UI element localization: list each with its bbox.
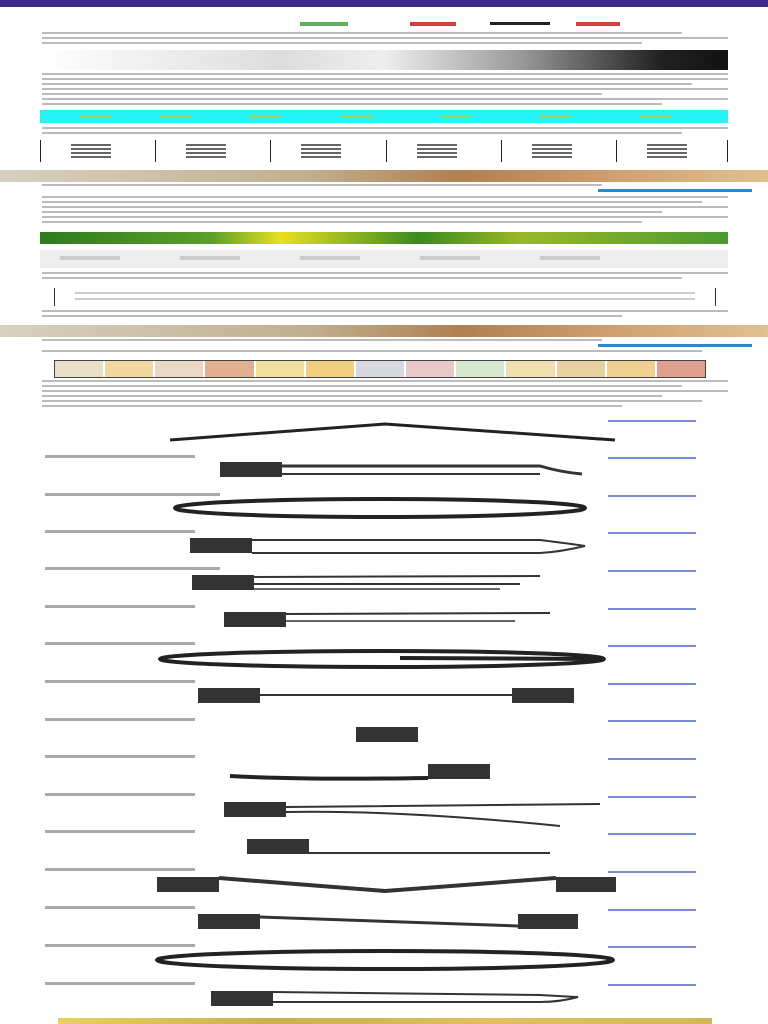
- thumbnail[interactable]: [306, 361, 354, 377]
- icon-cell[interactable]: [270, 140, 381, 162]
- arc-diagram: [0, 412, 768, 1018]
- data-table: [40, 250, 728, 268]
- intro-text: [42, 32, 728, 47]
- row-link[interactable]: [608, 683, 696, 685]
- landscape-banner: [40, 232, 728, 244]
- row-label: [45, 642, 195, 645]
- row-label: [45, 567, 220, 570]
- thumbnail[interactable]: [205, 361, 253, 377]
- row-link[interactable]: [608, 570, 696, 572]
- icon-cell[interactable]: [616, 140, 728, 162]
- footer-banner: [58, 1018, 712, 1024]
- row-label: [45, 493, 220, 496]
- icon-cell[interactable]: [386, 140, 497, 162]
- thumbnail[interactable]: [105, 361, 153, 377]
- tag-green[interactable]: [300, 22, 348, 26]
- row-link[interactable]: [608, 871, 696, 873]
- thumbnail[interactable]: [406, 361, 454, 377]
- body-text-8: [42, 350, 728, 355]
- thumbnail-strip: [54, 360, 706, 378]
- row-link[interactable]: [608, 420, 696, 422]
- divider-image: [0, 170, 768, 182]
- tag-dark[interactable]: [490, 22, 550, 25]
- row-link[interactable]: [608, 946, 696, 948]
- row-link[interactable]: [608, 833, 696, 835]
- row-link[interactable]: [608, 532, 696, 534]
- thumbnail[interactable]: [557, 361, 605, 377]
- tag-red[interactable]: [410, 22, 456, 26]
- body-text-1: [42, 73, 728, 108]
- thumbnail[interactable]: [657, 361, 705, 377]
- row-link[interactable]: [608, 645, 696, 647]
- row-label: [45, 455, 195, 458]
- body-text-9: [42, 380, 728, 410]
- row-label: [45, 755, 195, 758]
- row-label: [45, 680, 195, 683]
- row-label: [45, 605, 195, 608]
- body-text-5: [42, 272, 728, 282]
- thumbnail[interactable]: [256, 361, 304, 377]
- row-label: [45, 944, 195, 947]
- row-link[interactable]: [608, 720, 696, 722]
- row-label: [45, 718, 195, 721]
- bordered-table: [54, 288, 716, 306]
- row-link[interactable]: [608, 796, 696, 798]
- icon-cell[interactable]: [155, 140, 266, 162]
- icon-strip: [40, 140, 728, 162]
- section-link-2[interactable]: [598, 344, 752, 347]
- row-link[interactable]: [608, 608, 696, 610]
- row-label: [45, 868, 195, 871]
- tag-red-2[interactable]: [576, 22, 620, 26]
- top-bar: [0, 0, 768, 7]
- thumbnail[interactable]: [506, 361, 554, 377]
- row-label: [45, 906, 195, 909]
- row-link[interactable]: [608, 495, 696, 497]
- page-header: [42, 8, 732, 30]
- thumbnail[interactable]: [55, 361, 103, 377]
- row-link[interactable]: [608, 984, 696, 986]
- row-label: [45, 830, 195, 833]
- section-link[interactable]: [598, 189, 752, 192]
- thumbnail[interactable]: [456, 361, 504, 377]
- icon-cell[interactable]: [40, 140, 151, 162]
- thumbnail[interactable]: [356, 361, 404, 377]
- row-link[interactable]: [608, 909, 696, 911]
- thumbnail[interactable]: [155, 361, 203, 377]
- row-link[interactable]: [608, 457, 696, 459]
- row-label: [45, 530, 195, 533]
- body-text-6: [42, 310, 728, 320]
- highlight-banner: [40, 110, 728, 123]
- divider-image-2: [0, 325, 768, 337]
- row-link[interactable]: [608, 758, 696, 760]
- icon-cell[interactable]: [501, 140, 612, 162]
- row-label: [45, 793, 195, 796]
- body-text-2: [42, 127, 728, 137]
- thumbnail[interactable]: [607, 361, 655, 377]
- hero-image: [40, 50, 728, 70]
- body-text-4: [42, 196, 728, 226]
- row-label: [45, 982, 195, 985]
